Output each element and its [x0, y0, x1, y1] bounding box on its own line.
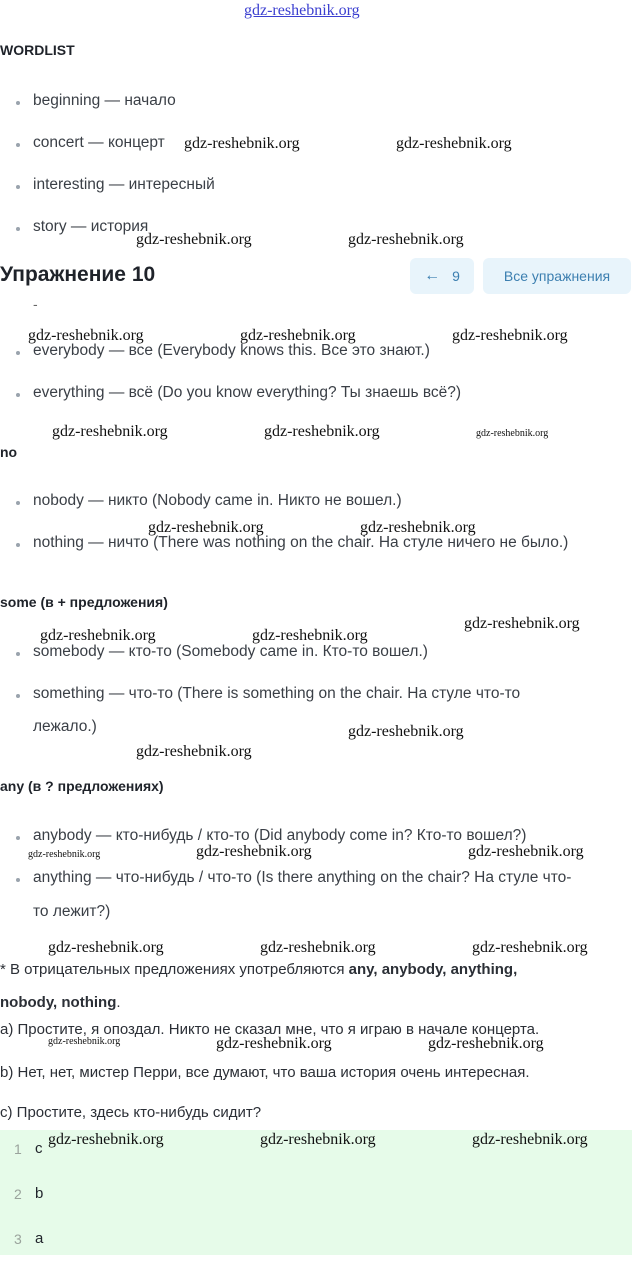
watermark: gdz-reshebnik.org — [136, 231, 252, 248]
some-item: something — что-то (There is something on the chair. На стуле что-то — [33, 685, 521, 702]
bullet — [16, 543, 20, 547]
note-bold-words: nobody, nothing — [0, 994, 117, 1011]
every-item: everything — всё (Do you know everything? Ты знаешь всё?) — [33, 384, 462, 401]
answer-number: 3 — [14, 1231, 22, 1247]
some-heading: some (в + предложения) — [0, 594, 168, 610]
watermark: gdz-reshebnik.org — [52, 423, 168, 440]
any-item: anything — что-нибудь / что-то (Is there anything on the chair? На стуле что- — [33, 869, 572, 886]
bullet — [16, 185, 20, 189]
prev-exercise-number: 9 — [452, 268, 460, 284]
wordlist-item: interesting — интересный — [33, 176, 215, 193]
wordlist-item: concert — концерт — [33, 134, 165, 151]
note-period: . — [116, 994, 121, 1011]
watermark: gdz-reshebnik.org — [196, 843, 312, 860]
dash-mark: - — [33, 296, 38, 312]
watermark: gdz-reshebnik.org — [260, 1131, 376, 1148]
note-text: * В отрицательных предложениях употребляются — [0, 961, 349, 978]
watermark: gdz-reshebnik.org — [472, 939, 588, 956]
watermark: gdz-reshebnik.org — [348, 231, 464, 248]
watermark: gdz-reshebnik.org — [464, 615, 580, 632]
bullet — [16, 143, 20, 147]
sentence-c: c) Простите, здесь кто-нибудь сидит? — [0, 1104, 262, 1121]
bullet — [16, 351, 20, 355]
answer-row — [0, 1183, 632, 1227]
watermark: gdz-reshebnik.org — [360, 519, 476, 536]
watermark: gdz-reshebnik.org — [468, 843, 584, 860]
watermark: gdz-reshebnik.org — [216, 1035, 332, 1052]
arrow-left-icon: ← — [424, 267, 441, 284]
no-item: nobody — никто (Nobody came in. Никто не вошел.) — [33, 492, 402, 509]
watermark: gdz-reshebnik.org — [136, 743, 252, 760]
watermark: gdz-reshebnik.org — [264, 423, 380, 440]
watermark: gdz-reshebnik.org — [28, 327, 144, 344]
watermark: gdz-reshebnik.org — [184, 135, 300, 152]
answer-number: 2 — [14, 1186, 22, 1202]
bullet — [16, 652, 20, 656]
answer-value: a — [35, 1230, 44, 1247]
bullet — [16, 836, 20, 840]
watermark: gdz-reshebnik.org — [396, 135, 512, 152]
prev-exercise-button[interactable] — [410, 258, 474, 294]
watermark: gdz-reshebnik.org — [252, 627, 368, 644]
watermark: gdz-reshebnik.org — [28, 849, 101, 860]
bullet — [16, 393, 20, 397]
watermark: gdz-reshebnik.org — [476, 428, 549, 439]
sentence-b: b) Нет, нет, мистер Перри, все думают, что ваша история очень интересная. — [0, 1064, 530, 1081]
note-line-2 — [0, 994, 121, 1011]
any-item: anybody — кто-нибудь / кто-то (Did anybody come in? Кто-то вошел?) — [33, 827, 527, 844]
answer-row — [0, 1228, 632, 1272]
bullet — [16, 227, 20, 231]
no-heading: no — [0, 444, 18, 460]
bullet — [16, 694, 20, 698]
some-item: somebody — кто-то (Somebody came in. Кто-то вошел.) — [33, 643, 428, 660]
bullet — [16, 501, 20, 505]
wordlist-item: beginning — начало — [33, 92, 176, 109]
watermark: gdz-reshebnik.org — [348, 723, 464, 740]
watermark: gdz-reshebnik.org — [240, 327, 356, 344]
watermark: gdz-reshebnik.org — [40, 627, 156, 644]
watermark: gdz-reshebnik.org — [472, 1131, 588, 1148]
top-site-link[interactable]: gdz-reshebnik.org — [244, 2, 360, 19]
answer-value: b — [35, 1185, 44, 1202]
wordlist-heading: WORDLIST — [0, 42, 75, 58]
note-line-1 — [0, 961, 517, 978]
some-item-continued: лежало.) — [33, 718, 97, 735]
sentence-a: a) Простите, я опоздал. Никто не сказал мне, что я играю в начале концерта. — [0, 1021, 540, 1038]
any-heading: any (в ? предложениях) — [0, 778, 164, 794]
watermark: gdz-reshebnik.org — [48, 1131, 164, 1148]
note-bold-words: any, anybody, anything, — [348, 961, 518, 978]
every-item: everybody — все (Everybody knows this. Все это знают.) — [33, 342, 430, 359]
bullet — [16, 878, 20, 882]
no-item: nothing — ничто (There was nothing on the chair. На стуле ничего не было.) — [33, 534, 569, 551]
wordlist-item: story — история — [33, 218, 149, 235]
watermark: gdz-reshebnik.org — [48, 1036, 121, 1047]
watermark: gdz-reshebnik.org — [428, 1035, 544, 1052]
any-item-continued: то лежит?) — [33, 903, 111, 920]
answer-value: c — [35, 1140, 43, 1157]
answer-number: 1 — [14, 1141, 22, 1157]
watermark: gdz-reshebnik.org — [260, 939, 376, 956]
watermark: gdz-reshebnik.org — [148, 519, 264, 536]
exercise-title: Упражнение 10 — [0, 263, 156, 286]
watermark: gdz-reshebnik.org — [48, 939, 164, 956]
bullet — [16, 101, 20, 105]
all-exercises-button[interactable]: Все упражнения — [483, 258, 631, 294]
watermark: gdz-reshebnik.org — [452, 327, 568, 344]
